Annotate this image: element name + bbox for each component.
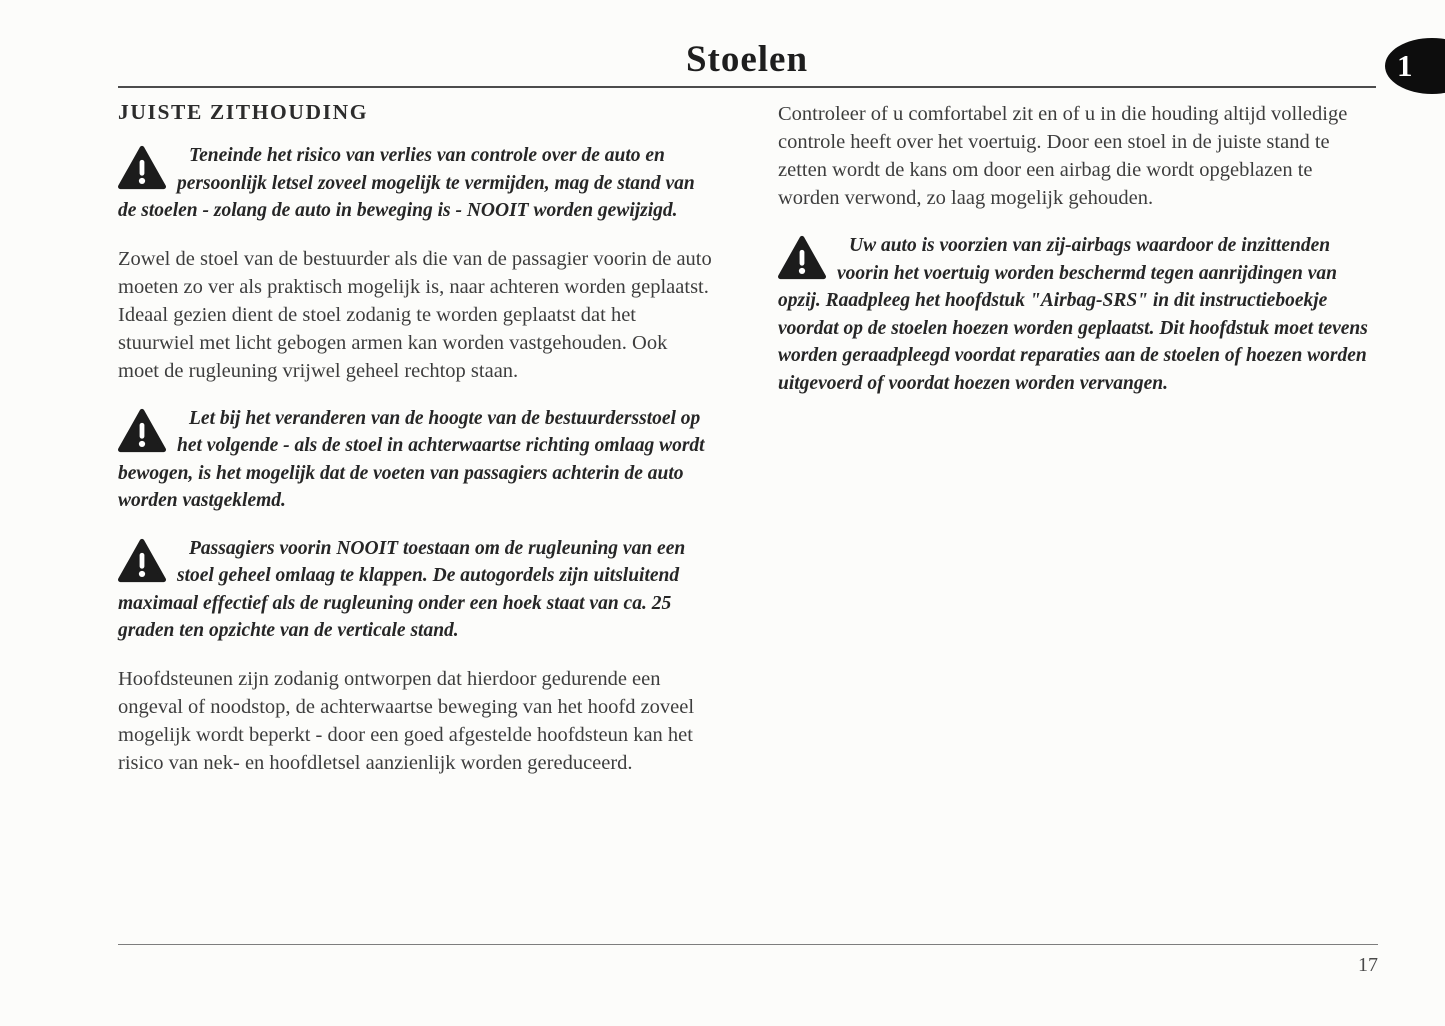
- chapter-tab: [1385, 38, 1445, 94]
- section-heading: JUISTE ZITHOUDING: [118, 100, 369, 124]
- page-number: 17: [1358, 954, 1378, 976]
- warning-triangle-icon: [118, 145, 166, 190]
- chapter-number: 1: [1397, 48, 1413, 83]
- body-paragraph: Controleer of u comfortabel zit en of u in die houding altijd volledige controle heeft over het voertuig. Door een stoel in de juiste stand te zetten wordt de kans om door een airbag die wordt opgeblazen te worden verwond, zo laag mogelijk gehouden.: [778, 103, 1348, 209]
- warning-triangle-icon: [118, 408, 166, 453]
- page-title: Stoelen: [685, 39, 809, 80]
- body-paragraph: Zowel de stoel van de bestuurder als die van de passagier voorin de auto moeten zo ver als praktisch mogelijk is, naar achteren worden geplaatst. Ideaal gezien dient de stoel zodanig te worden geplaatst dat het stuurwiel met licht gebogen armen kan worden vastgehouden. Ook moet de rugleuning vrijwel geheel rechtop staan.: [118, 247, 712, 382]
- footer-rule: [118, 944, 1378, 945]
- warning-paragraph: [118, 405, 712, 515]
- warning-paragraph: [118, 142, 712, 225]
- warning-paragraph: [118, 535, 712, 645]
- warning-triangle-icon: [118, 538, 166, 583]
- warning-text: Teneinde het risico van verlies van controle over de auto en persoonlijk letsel zoveel mogelijk te vermijden, mag de stand van de stoelen - zolang de auto in beweging is - NOOIT worden gewijzigd.: [118, 145, 695, 221]
- body-paragraph: Hoofdsteunen zijn zodanig ontworpen dat hierdoor gedurende een ongeval of noodstop, de achterwaartse beweging van het hoofd zoveel mogelijk wordt beperkt - door een goed afgestelde hoofdsteun kan het risico van nek- en hoofdletsel aanzienlijk worden gereduceerd.: [118, 667, 695, 774]
- header-rule: [118, 86, 1376, 88]
- warning-paragraph: [778, 232, 1372, 397]
- left-column: [118, 100, 712, 797]
- warning-text: Let bij het veranderen van de hoogte van de bestuurdersstoel op het volgende - als de stoel in achterwaartse richting omlaag wordt bewogen, is het mogelijk dat de voeten van passagiers achterin de auto worden vastgeklemd.: [118, 407, 705, 511]
- warning-text: Passagiers voorin NOOIT toestaan om de rugleuning van een stoel geheel omlaag te klappen. De autogordels zijn uitsluitend maximaal effectief als de rugleuning onder een hoek staat van ca. 25 graden ten opzichte van de verticale stand.: [118, 537, 686, 641]
- warning-text: Uw auto is voorzien van zij-airbags waardoor de inzittenden voorin het voertuig worden beschermd tegen aanrijdingen van opzij. Raadpleeg het hoofdstuk "Airbag-SRS" in dit instructieboekje voordat op de stoelen hoezen worden geplaatst. Dit hoofdstuk moet tevens worden geraadpleegd voordat reparaties aan de stoelen of hoezen worden uitgevoerd of voordat hoezen worden vervangen.: [778, 235, 1368, 394]
- warning-triangle-icon: [778, 235, 826, 280]
- right-column: [778, 100, 1372, 417]
